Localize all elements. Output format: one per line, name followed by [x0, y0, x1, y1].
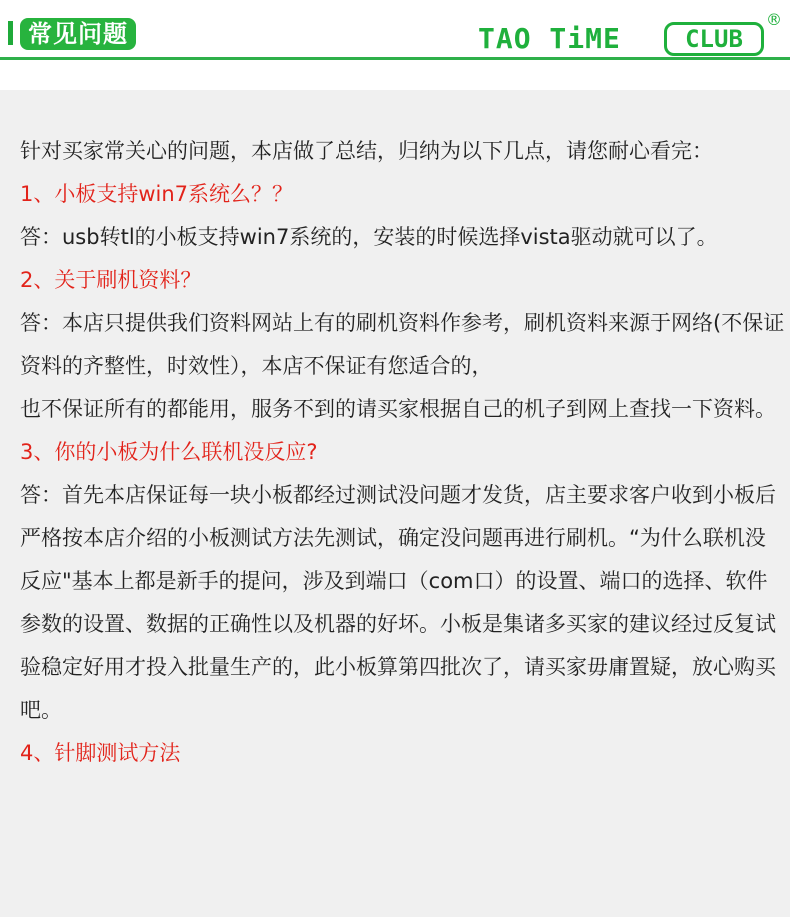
faq-answer-1: 答：usb转tl的小板支持win7系统的，安装的时候选择vista驱动就可以了。 — [20, 225, 718, 249]
faq-question-4: 4、针脚测试方法 — [20, 741, 181, 765]
faq-question-3: 3、你的小板为什么联机没反应? — [20, 440, 318, 464]
faq-answer-2: 答：本店只提供我们资料网站上有的刷机资料作参考，刷机资料来源于网络(不保证资料的齐整性，时效性），本店不保证有您适合的， — [20, 311, 785, 378]
brand-logo-badge: CLUB — [664, 22, 764, 56]
section-title: 常见问题 — [20, 18, 136, 50]
header-divider — [0, 57, 790, 60]
registered-mark: ® — [766, 10, 782, 29]
faq-text — [20, 130, 785, 775]
header-accent-bar — [8, 21, 13, 45]
faq-question-2: 2、关于刷机资料？ — [20, 268, 202, 292]
section-header — [0, 0, 790, 60]
faq-content — [0, 90, 790, 917]
faq-intro: 针对买家常关心的问题，本店做了总结，归纳为以下几点，请您耐心看完： — [20, 139, 713, 163]
brand-logo-text: TAO TiME — [478, 22, 621, 55]
faq-answer-3: 答：首先本店保证每一块小板都经过测试没问题才发货，店主要求客户收到小板后严格按本店介绍的小板测试方法先测试，确定没问题再进行刷机。“为什么联机没反应"基本上都是新手的提问，涉及到端口（com口）的设置、端口的选择、软件参数的设置、数据的正确性以及机器的好坏。小板是集诸多买家的建议经过反复试验稳定好用才投入批量生产的，此小板算第四批次了，请买家毋庸置疑，放心购买吧。 — [20, 483, 776, 722]
faq-question-1: 1、小板支持win7系统么？？ — [20, 182, 294, 206]
faq-answer-2-continued: 也不保证所有的都能用，服务不到的请买家根据自己的机子到网上查找一下资料。 — [20, 397, 776, 421]
